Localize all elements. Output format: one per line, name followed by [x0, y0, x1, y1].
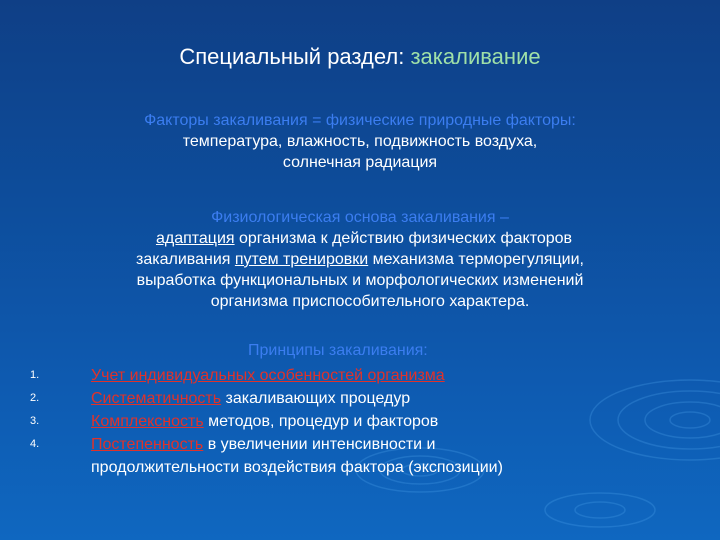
principle-text: методов, процедур и факторов — [203, 413, 439, 430]
list-item — [0, 433, 720, 456]
training-term: путем тренировки — [234, 251, 369, 268]
physiology-line-3-text: механизма терморегуляции, — [368, 251, 584, 268]
list-item — [0, 387, 720, 410]
list-number: 4. — [30, 438, 40, 450]
physiology-line-5: организма приспособительного характера. — [210, 293, 530, 310]
title-prefix: Специальный раздел: — [179, 44, 405, 69]
physiology-line-2-text: организма к действию физических факторов — [234, 230, 573, 247]
principles-heading: Принципы закаливания: — [248, 342, 428, 359]
factors-list-line1: температура, влажность, подвижность воздуха, — [182, 133, 538, 150]
list-item — [0, 410, 720, 433]
title-accent: закаливание — [410, 44, 541, 69]
principle-key-term: Комплексность — [91, 413, 204, 430]
physiology-line-3 — [0, 249, 720, 270]
principles-list — [0, 364, 720, 476]
adaptation-term: адаптация — [155, 230, 235, 247]
principle-text: закаливающих процедур — [221, 390, 411, 407]
factors-heading: Факторы закаливания = физические природные факторы: — [144, 112, 576, 129]
physiology-heading: Физиологическая основа закаливания – — [211, 209, 509, 226]
factors-list-line2: солнечная радиация — [282, 154, 438, 171]
principle-key-term: Постепенность — [91, 436, 204, 453]
principle-key-term: Учет индивидуальных особенностей организма — [91, 367, 445, 384]
physiology-block — [0, 207, 720, 312]
principle-text: в увеличении интенсивности и — [203, 436, 436, 453]
principle-key-term: Систематичность — [91, 390, 222, 407]
list-number: 2. — [30, 392, 40, 404]
slide-title — [0, 44, 720, 70]
physiology-line-4: выработка функциональных и морфологических изменений — [136, 272, 584, 289]
list-number: 3. — [30, 415, 40, 427]
list-number: 1. — [30, 369, 40, 381]
list-item — [0, 364, 720, 387]
physiology-line-2 — [0, 228, 720, 249]
factors-block — [0, 110, 720, 173]
physiology-line-3-start: закаливания — [136, 251, 235, 268]
principle-4-continuation: продолжительности воздействия фактора (экспозиции) — [91, 459, 503, 476]
